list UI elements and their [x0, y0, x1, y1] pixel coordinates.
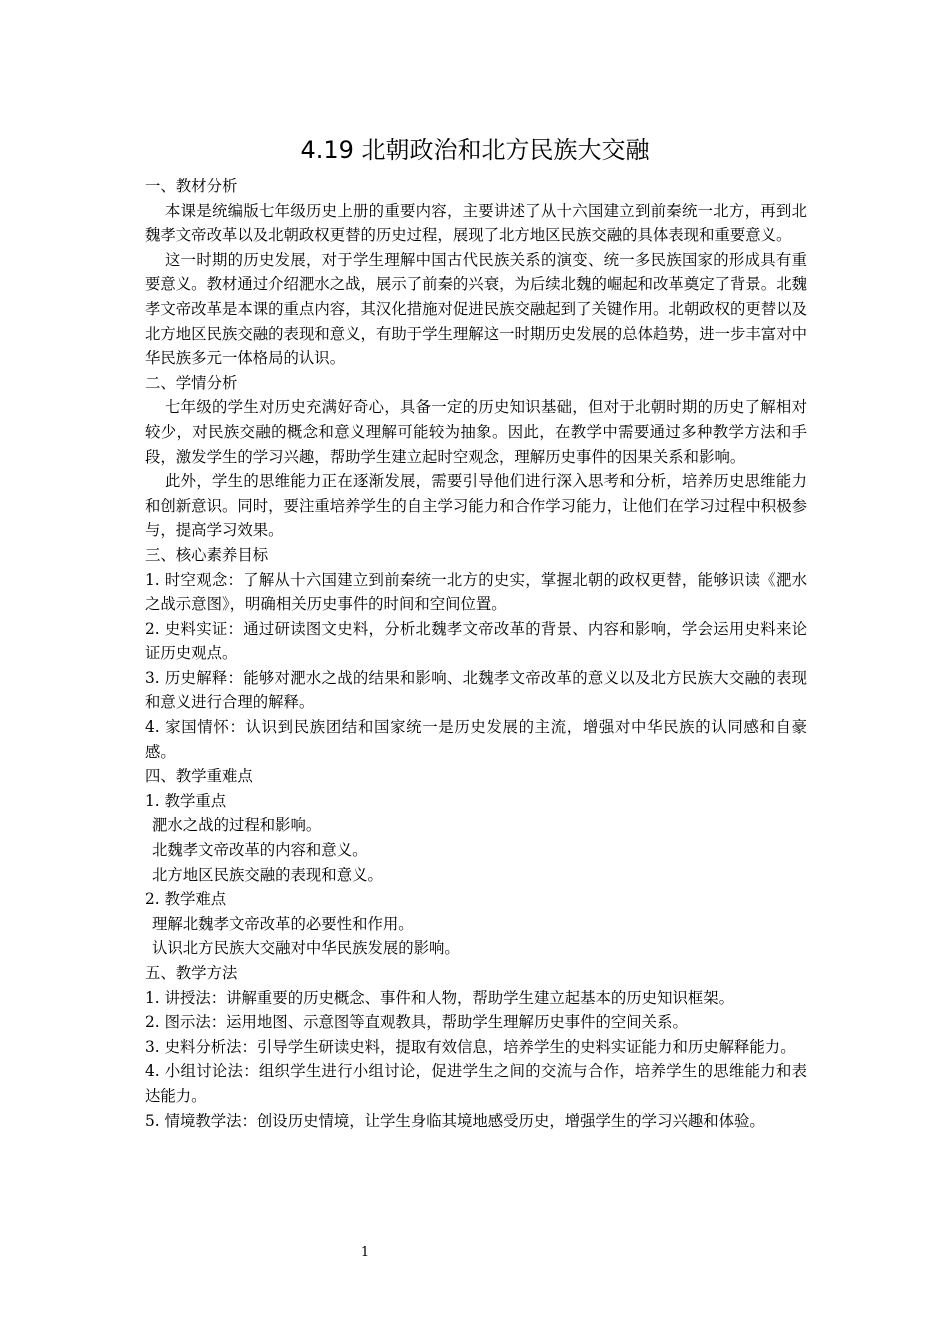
subheading-difficulty: 2. 教学难点: [145, 890, 227, 909]
section-heading-student-analysis: 二、学情分析: [145, 373, 238, 392]
list-item: 2. 史料实证：通过研读图文史料，分析北魏孝文帝改革的背景、内容和影响，学会运用史料来论证历史观点。: [145, 619, 807, 663]
list-item: 1. 时空观念：了解从十六国建立到前秦统一北方的史实，掌握北朝的政权更替，能够识读《淝水之战示意图》，明确相关历史事件的时间和空间位置。: [145, 570, 807, 614]
list-item: 4. 家国情怀：认识到民族团结和国家统一是历史发展的主流，增强对中华民族的认同感和自豪感。: [145, 718, 807, 761]
list-item: 北方地区民族交融的表现和意义。: [152, 865, 383, 884]
list-item: 5. 情境教学法：创设历史情境，让学生身临其境地感受历史，增强学生的学习兴趣和体验。: [145, 1111, 765, 1130]
section-heading-key-points: 四、教学重难点: [145, 767, 253, 786]
page-number: 1: [360, 1245, 370, 1260]
list-item: 认识北方民族大交融对中华民族发展的影响。: [152, 939, 460, 958]
section-heading-core-goals: 三、核心素养目标: [145, 545, 269, 564]
section-heading-textbook-analysis: 一、教材分析: [145, 177, 238, 195]
paragraph: 本课是统编版七年级历史上册的重要内容，主要讲述了从十六国建立到前秦统一北方，再到北魏孝文帝改革以及北朝政权更替的历史过程，展现了北方地区民族交融的具体表现和重要意义。: [145, 201, 807, 245]
paragraph: 这一时期的历史发展，对于学生理解中国古代民族关系的演变、统一多民族国家的形成具有重要意义。教材通过介绍淝水之战，展示了前秦的兴衰，为后续北魏的崛起和改革奠定了背景。北魏孝文帝改革是本课的重点内容，其汉化措施对促进民族交融起到了关键作用。北朝政权的更替以及北方地区民族交融的表现和意义，有助于学生理解这一时期历史发展的总体趋势，进一步丰富对中华民族多元一体格局的认识。: [145, 250, 807, 368]
list-item: 4. 小组讨论法：组织学生进行小组讨论，促进学生之间的交流与合作，培养学生的思维能力和表达能力。: [145, 1062, 807, 1105]
list-item: 1. 讲授法：讲解重要的历史概念、事件和人物，帮助学生建立起基本的历史知识框架。: [145, 988, 735, 1007]
section-heading-methods: 五、教学方法: [145, 964, 238, 982]
list-item: 理解北魏孝文帝改革的必要性和作用。: [152, 914, 414, 933]
paragraph: 七年级的学生对历史充满好奇心，具备一定的历史知识基础，但对于北朝时期的历史了解相对较少，对民族交融的概念和意义理解可能较为抽象。因此，在教学中需要通过多种教学方法和手段，激发学生的学习兴趣，帮助学生建立起时空观念，理解历史事件的因果关系和影响。: [145, 398, 807, 466]
list-item: 北魏孝文帝改革的内容和意义。: [152, 841, 368, 860]
list-item: 3. 历史解释：能够对淝水之战的结果和影响、北魏孝文帝改革的意义以及北方民族大交融的表现和意义进行合理的解释。: [145, 668, 807, 712]
subheading-key: 1. 教学重点: [145, 791, 227, 810]
list-item: 3. 史料分析法：引导学生研读史料，提取有效信息，培养学生的史料实证能力和历史解释能力。: [145, 1037, 796, 1056]
document-body: [145, 174, 807, 1133]
list-item: 淝水之战的过程和影响。: [152, 816, 322, 835]
list-item: 2. 图示法：运用地图、示意图等直观教具，帮助学生理解历史事件的空间关系。: [145, 1013, 688, 1032]
paragraph: 此外，学生的思维能力正在逐渐发展，需要引导他们进行深入思考和分析，培养历史思维能力和创新意识。同时，要注重培养学生的自主学习能力和合作学习能力，让他们在学习过程中积极参与，提高学习效果。: [145, 472, 807, 540]
document-title: 4.19 北朝政治和北方民族大交融: [300, 136, 650, 164]
